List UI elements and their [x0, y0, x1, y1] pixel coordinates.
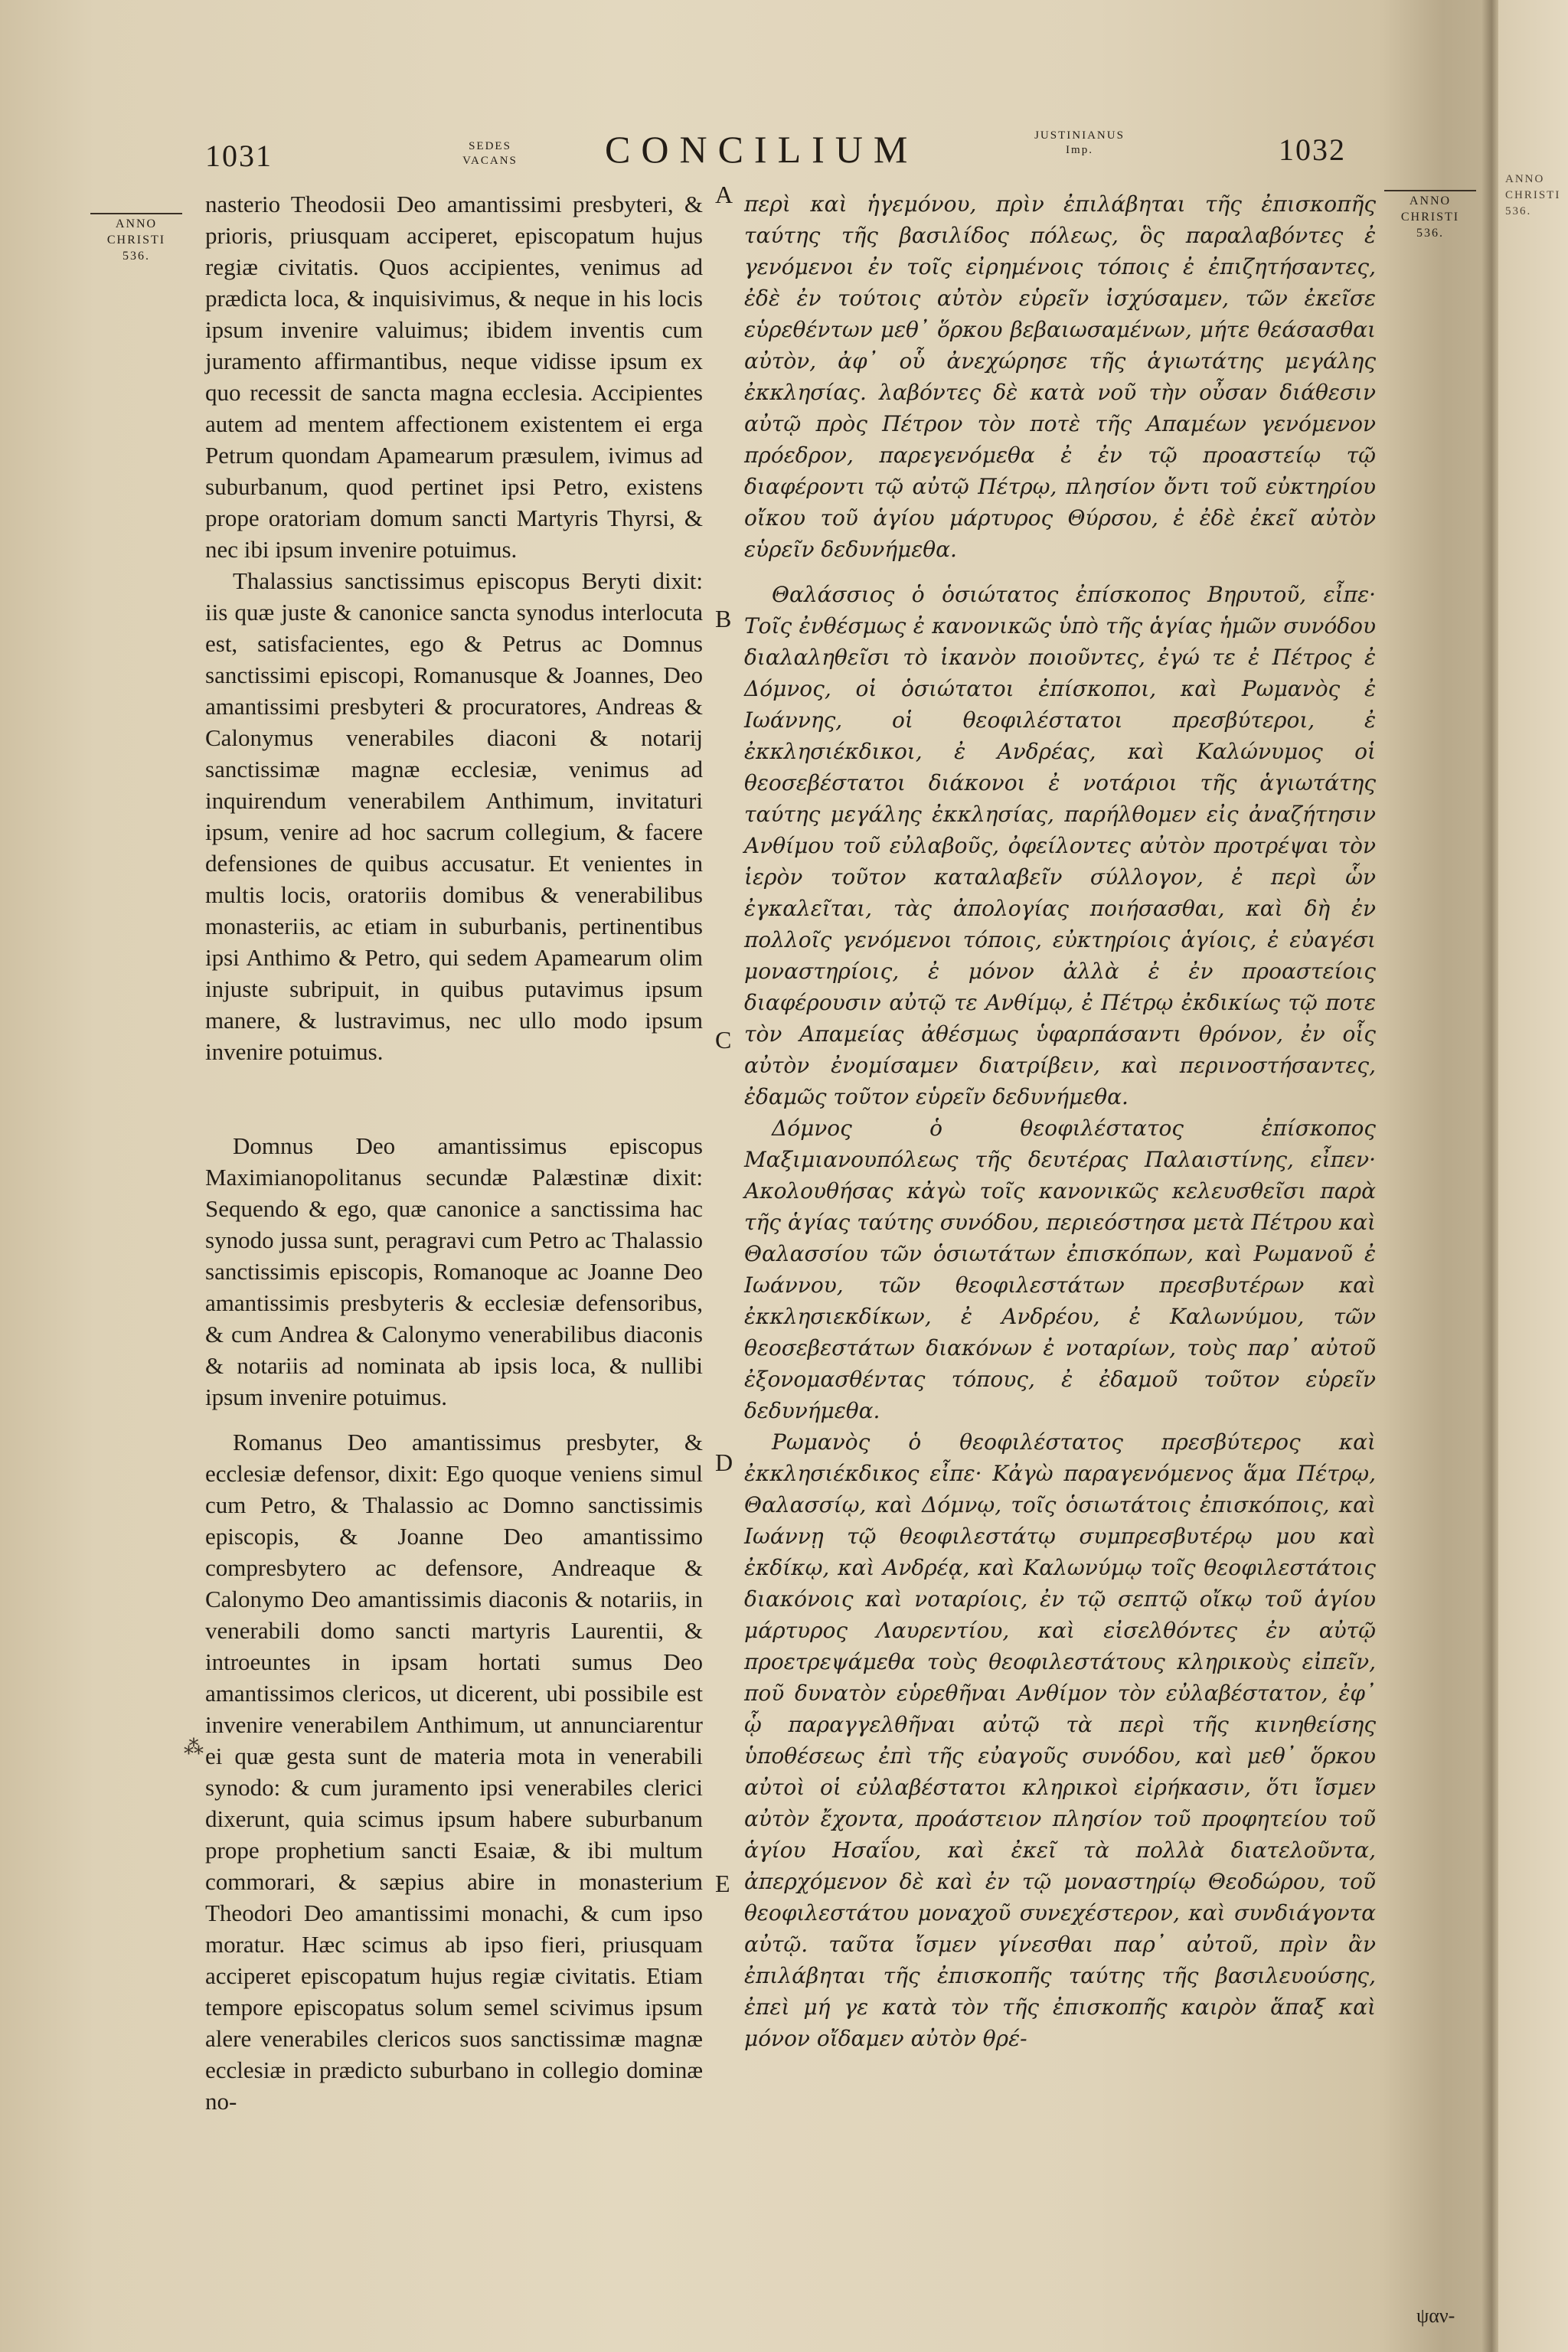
greek-column: [744, 188, 1376, 2054]
latin-paragraph: Domnus Deo amantissimus episcopus Maximianopolitanus secundæ Palæstinæ dixit: Sequendo & ego, quæ canonice a sanctissima hac synodo jussa sunt, peragravi cum Petro ac Thalassio sanctissimis episcopis, Romanoque ac Joanne Deo amantissimis presbyteris & ecclesiæ defensoribus, & cum Andrea & Calonymo venerabilibus diaconis & notariis ad nominata ab ipsis loca, & nullibi ipsum invenire potuimus.: [205, 1132, 703, 1410]
anno-label: ANNO: [1409, 194, 1452, 207]
section-letter-d: D: [715, 1449, 733, 1476]
vacans-line: VACANS: [462, 155, 518, 167]
header-title: CONCILIUM: [605, 128, 919, 171]
adjacent-page-edge: [1498, 0, 1568, 2352]
greek-paragraph: Θαλάσσιος ὁ ὁσιώτατος ἐπίσκοπος Βηρυτοῦ, εἶπε· Τοῖς ἐνθέσμως ἐ κανονικῶς ὑπὸ τῆς ἁγίας ἡμῶν συνόδου διαλαληθεῖσι τὸ ἱκανὸν ποιοῦντες, ἐγώ τε ἐ Πέτρος ἐ Δόμνος, οἱ ὁσιώτατοι ἐπίσκοποι, καὶ Ρωμανὸς ἐ Ιωάννης, οἱ θεοφιλέστατοι πρεσβύτεροι, ἐ ἐκκλησιέκδικοι, ἐ Ανδρέας, καὶ Καλώνυμος οἱ θεοσεβέστατοι διάκονοι ἐ νοτάριοι τῆς ἁγιωτάτης ταύτης μεγάλης ἐκκλησίας, παρήλθομεν εἰς ἀναζήτησιν Ανθίμου τοῦ εὐλαβοῦς, ὀφείλοντες αὐτὸν προτρέψαι τὸν ἱερὸν τοῦτον καταλαβεῖν σύλλογον, ἐ περὶ ὧν ἐγκαλεῖται, τὰς ἀπολογίας ποιήσασθαι, καὶ δὴ ἐν πολλοῖς γενόμενοι τόποις, εὐκτηρίοις ἁγίοις, ἐ εὐαγέσι μοναστηρίοις, ἐ μόνον ἀλλὰ ἐ ἐν προαστείοις διαφέρουσιν αὐτῷ τε Ανθίμῳ, ἐ Πέτρῳ ἐκδικίως τῷ ποτε τὸν Απαμείας ἀθέσμως ὑφαρπάσαντι θρόνον, ἐν οἷς αὐτὸν ἐνομίσαμεν διατρίβειν, καὶ περινοστήσαντες, ἐδαμῶς τοῦτον εὑρεῖν δεδυνήμεθα.: [744, 582, 1376, 1109]
justinianus-line: JUSTINIANUS: [1034, 129, 1125, 142]
year-label: 536.: [122, 250, 150, 263]
greek-paragraph: Δόμνος ὁ θεοφιλέστατος ἐπίσκοπος Μαξιμιανουπόλεως τῆς δευτέρας Παλαιστίνης, εἶπεν· Ακολουθήσας κἀγὼ τοῖς κανονικῶς κελευσθεῖσι παρὰ τῆς ἁγίας ταύτης συνόδου, περιεόστησα μετὰ Πέτρου καὶ Θαλασσίου τῶν ὁσιωτάτων ἐπισκόπων, καὶ Ρωμανοῦ ἐ Ιωάννου, τῶν θεοφιλεστάτων πρεσβυτέρων καὶ ἐκκλησιεκδίκων, ἐ Ανδρέου, ἐ Καλωνύμου, τῶν θεοσεβεστάτων διακόνων ἐ νοταρίων, τοὺς παρ᾽ αὐτοῦ ἐξονομασθέντας τόπους, ἐ ἐδαμοῦ τοῦτον εὑρεῖν δεδυνήμεθα.: [744, 1116, 1376, 1423]
running-header: [0, 122, 1568, 184]
latin-column: [205, 188, 703, 2117]
margin-year-left: [90, 213, 182, 264]
section-letter-c: C: [715, 1026, 732, 1054]
emperor-note: [995, 129, 1164, 158]
page-number-right: 1032: [1279, 132, 1346, 167]
catchword: ψαν-: [1416, 2305, 1455, 2327]
year-label: 536.: [1416, 227, 1444, 240]
margin-year-right: [1384, 190, 1476, 241]
paragraph-gap: [744, 565, 1376, 579]
paragraph-gap: [205, 1413, 703, 1426]
christi-label: CHRISTI: [106, 234, 166, 247]
year-label: 536.: [1505, 205, 1532, 217]
christi-label: CHRISTI: [1505, 189, 1561, 201]
latin-paragraph: Thalassius sanctissimus episcopus Beryti dixit: iis quæ juste & canonice sancta synodus interlocuta est, satisfacientes, ego & Petrus ac Domnus sanctissimi episcopi, Romanusque & Joannes, Deo amantissimi presbyteri & procuratores, Andreas & Calonymus venerabiles diaconi & notarij sanctissimæ magnæ ecclesiæ, venimus ad inquirendum venerabilem Anthimum, invitaturi ipsum, venire ad hoc sacrum collegium, & facere defensiones de quibus accusatur. Et venientes in multis locis, oratoriis domibus & venerabilibus monasteriis, ac etiam in suburbanis, pertinentibus ipsi Anthimo & Petro, qui sedem Apamearum olim injuste subripuit, in quibus putavimus ipsum manere, & lustravimus, nec ullo modo ipsum invenire potuimus.: [205, 567, 703, 1065]
latin-paragraph: Romanus Deo amantissimus presbyter, & ecclesiæ defensor, dixit: Ego quoque veniens simul cum Petro, & Thalassio ac Domno sanctissimis episcopis, & Joanne Deo amantissimo compresbytero ac defensore, Andreaque & Calonymo Deo amantissimis diaconis & notariis, in venerabili domo sancti martyris Laurentii, & introeuntes in ipsam hortati sumus Deo amantissimos clericos, ut dicerent, ubi possibile est invenire venerabilem Anthimum, ut annunciarentur ei quæ gesta sunt de materia mota in venerabili synodo: & cum juramento ipsi venerabiles clerici dixerunt, quia scimus ipsum habere suburbanum prope prophetium sancti Esaiæ, & ibi multum commorari, & sæpius abire in monasterium Theodori Deo amantissimi monachi, & cum ipso moratur. Hæc scimus ab ipso fieri, priusquam acciperet episcopatum hujus regiæ civitatis. Etiam tempore episcopatus solum semel scivimus ipsum alere venerabiles clericos suos sanctissimæ magnæ ecclesiæ in prædicto suburbano in collegio dominæ no-: [205, 1429, 703, 2115]
greek-paragraph: Ρωμανὸς ὁ θεοφιλέστατος πρεσβύτερος καὶ ἐκκλησιέκδικος εἶπε· Κἀγὼ παραγενόμενος ἅμα Πέτρῳ, Θαλασσίῳ, καὶ Δόμνῳ, τοῖς ὁσιωτάτοις ἐπισκόποις, καὶ Ιωάννῃ τῷ θεοφιλεστάτῳ συμπρεσβυτέρῳ μου καὶ ἐκδίκῳ, καὶ Ανδρέᾳ, καὶ Καλωνύμῳ τοῖς θεοφιλεστάτοις διακόνοις καὶ νοταρίοις, ἐν τῷ σεπτῷ οἴκῳ τοῦ ἁγίου μάρτυρος Λαυρεντίου, καὶ εἰσελθόντες ἐν αὐτῷ προετρεψάμεθα τοὺς θεοφιλεστάτους κληρικοὺς εἰπεῖν, ποῦ δυνατὸν εὑρεθῆναι Ανθίμον τὸν εὐλαβέστατον, ἐφ᾽ ᾧ παραγγελθῆναι αὐτῷ τὰ περὶ τῆς κινηθείσης ὑποθέσεως ἐπὶ τῆς εὐαγοῦς συνόδου, καὶ μεθ᾽ ὅρκου αὐτοὶ οἱ εὐλαβέστατοι κληρικοὶ εἰρήκασιν, ὅτι ἴσμεν αὐτὸν ἔχοντα, προάστειον πλησίον τοῦ προφητείου τοῦ ἁγίου Ησαΐου, καὶ ἐκεῖ τὰ πολλὰ διατελοῦντα, ἀπερχόμενον δὲ καὶ ἐν τῷ μοναστηρίῳ Θεοδώρου, τοῦ θεοφιλεστάτου μοναχοῦ συνεχέστερον, καὶ συνδιάγοντα αὐτῷ. ταῦτα ἴσμεν γίνεσθαι παρ᾽ αὐτοῦ, πρὶν ἂν ἐπιλάβηται τῆς ἐπισκοπῆς ταύτης τῆς βασιλευούσης, ἐπεὶ μή γε κατὰ τὸν τῆς ἐπισκοπῆς καιρὸν ἅπαξ καὶ μόνον οἴδαμεν αὐτὸν θρέ-: [744, 1429, 1376, 2051]
paragraph-gap: [205, 1067, 703, 1130]
imp-line: Imp.: [1066, 144, 1093, 156]
anno-label: ANNO: [115, 217, 158, 230]
margin-ornament: ⁂: [184, 1736, 204, 1759]
page-number-left: 1031: [205, 139, 273, 173]
christi-label: CHRISTI: [1400, 211, 1460, 224]
sedes-vacans-note: [429, 139, 551, 168]
section-letter-a: A: [715, 181, 733, 208]
section-letter-e: E: [715, 1870, 730, 1897]
section-letter-b: B: [715, 605, 732, 632]
gutter-shadow: [1481, 0, 1498, 2352]
margin-year-next-page: [1505, 172, 1568, 220]
latin-paragraph: nasterio Theodosii Deo amantissimi presbyteri, & prioris, priusquam acciperet, episcopatum hujus regiæ civitatis. Quos accipientes, venimus ad prædicta loca, & inquisivimus, & neque in his locis ipsum invenire valuimus; ibidem inventis cum juramento affirmantibus, neque vidisse ipsum ex quo recessit de sancta magna ecclesia. Accipientes autem ad mentem affectionem existentem ei erga Petrum quondam Apamearum præsulem, ivimus ad suburbanum, quod pertinet ipsi Petro, existens prope oratoriam domum sancti Martyris Thyrsi, & nec ibi ipsum invenire potuimus.: [205, 191, 703, 563]
sedes-line: SEDES: [469, 140, 511, 152]
greek-paragraph: περὶ καὶ ἡγεμόνου, πρὶν ἐπιλάβηται τῆς ἐπισκοπῆς ταύτης τῆς βασιλίδος πόλεως, ὃς παραλαβόντες ἐ γενόμενοι ἐν τοῖς εἰρημένοις τόποις ἐ ἐπιζητήσαντες, ἐδὲ ἐν τούτοις αὐτὸν εὑρεῖν ἰσχύσαμεν, τῶν ἐκεῖσε εὑρεθέντων μεθ᾽ ὅρκου βεβαιωσαμένων, μήτε θεάσασθαι αὐτὸν, ἀφ᾽ οὗ ἀνεχώρησε τῆς ἁγιωτάτης μεγάλης ἐκκλησίας. λαβόντες δὲ κατὰ νοῦ τὴν οὖσαν διάθεσιν αὐτῷ πρὸς Πέτρον τὸν ποτὲ τῆς Απαμέων γενόμενον πρόεδρον, παρεγενόμεθα ἐ ἐν τῷ προαστείῳ τῷ διαφέροντι τῷ αὐτῷ Πέτρῳ, πλησίον ὄντι τοῦ εὐκτηρίου οἴκου τοῦ ἁγίου μάρτυρος Θύρσου, ἐ ἐδὲ ἐκεῖ αὐτὸν εὑρεῖν δεδυνήμεθα.: [744, 191, 1376, 562]
anno-label: ANNO: [1505, 173, 1545, 185]
